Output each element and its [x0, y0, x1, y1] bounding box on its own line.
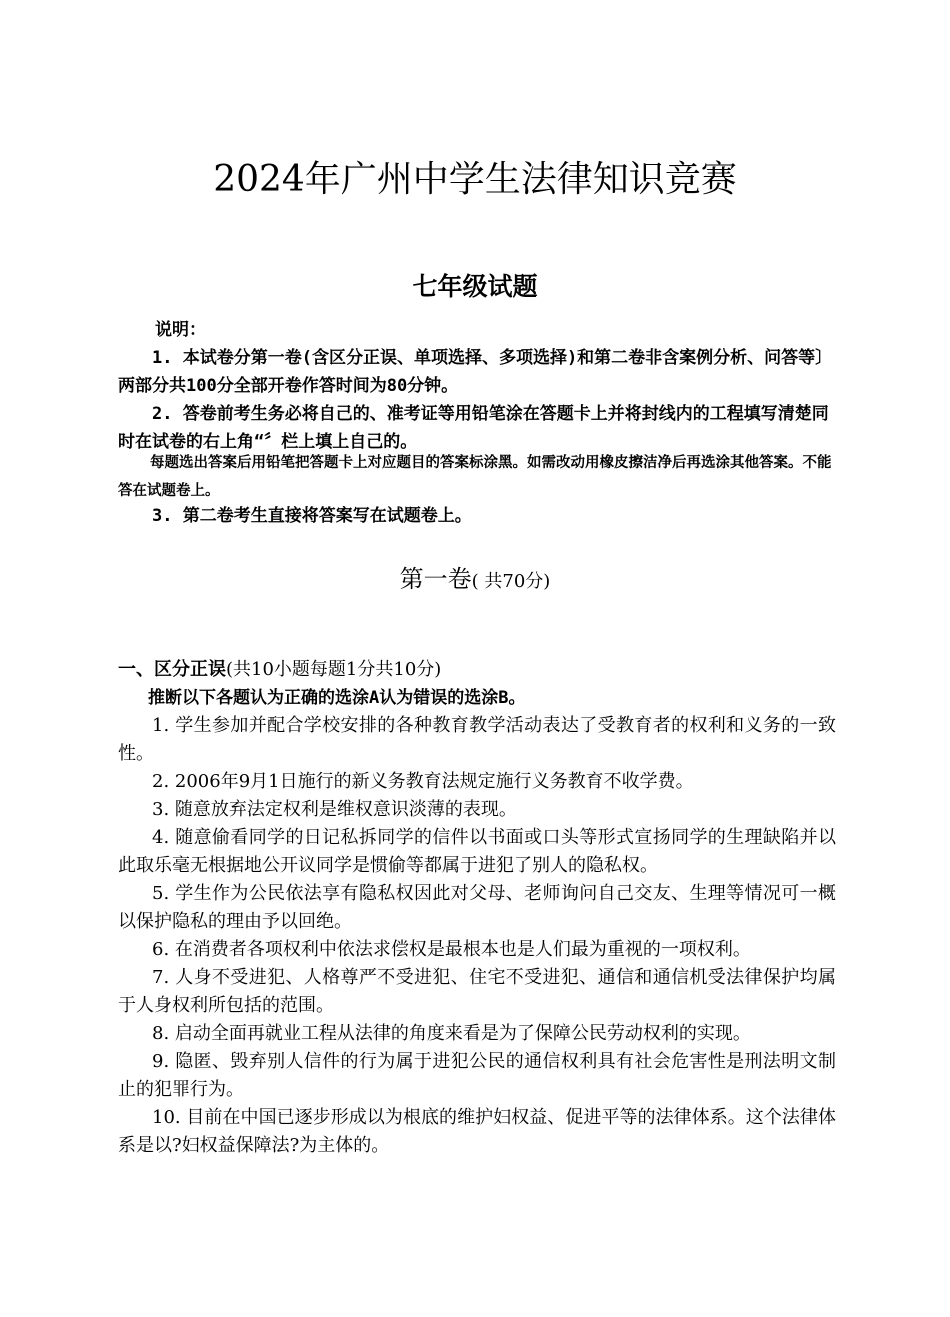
grade-subtitle: 七年级试题 — [412, 272, 538, 301]
question-list — [118, 712, 836, 1160]
volume-score: ( 共70分) — [471, 571, 551, 592]
instruction-item-3: 3. 第二卷考生直接将答案写在试题卷上。 — [152, 506, 472, 526]
page-title: 2024年广州中学生法律知识竞赛 — [213, 159, 737, 200]
volume-heading — [0, 562, 950, 599]
section-title: 一、区分正误 — [118, 659, 226, 680]
question-item-9: 9. 隐匿、毁弃别人信件的行为属于进犯公民的通信权利具有社会危害性是刑法明文制止的犯罪行为。 — [118, 1051, 836, 1100]
instruction-item-1: 1. 本试卷分第一卷(含区分正误、单项选择、多项选择)和第二卷非含案例分析、问答等〕两部分共100分全部开卷作答时间为80分钟。 — [118, 348, 833, 396]
question-item-8: 8. 启动全面再就业工程从法律的角度来看是为了保障公民劳动权利的实现。 — [152, 1023, 751, 1044]
question-item-4: 4. 随意偷看同学的日记私拆同学的信件以书面或口头等形式宣扬同学的生理缺陷并以此取乐毫无根据地公开议同学是惯偷等都属于进犯了别人的隐私权。 — [118, 827, 836, 876]
question-item-7: 7. 人身不受进犯、人格尊严不受进犯、住宅不受进犯、通信和通信机受法律保护均属于人身权利所包括的范围。 — [118, 967, 836, 1016]
section-meta: (共10小题每题1分共10分) — [226, 659, 442, 680]
instructions-heading: 说明： — [155, 320, 206, 340]
volume-title: 第一卷 — [399, 565, 472, 593]
question-item-2: 2. 2006年9月1日施行的新义务教育法规定施行义务教育不收学费。 — [152, 771, 694, 792]
question-item-3: 3. 随意放弃法定权利是维权意识淡薄的表现。 — [152, 799, 517, 820]
question-item-5: 5. 学生作为公民依法享有隐私权因此对父母、老师询问自己交友、生理等情况可一概以保护隐私的理由予以回绝。 — [118, 883, 836, 932]
section-heading — [118, 656, 441, 684]
section-direction: 推断以下各题认为正确的选涂A认为错误的选涂B。 — [148, 688, 526, 708]
question-item-6: 6. 在消费者各项权利中依法求偿权是最根本也是人们最为重视的一项权利。 — [152, 939, 751, 960]
instruction-item-answer-sheet: 每题选出答案后用铅笔把答题卡上对应题目的答案标涂黑。如需改动用橡皮擦洁净后再选涂其他答案。不能答在试题卷上。 — [118, 455, 832, 499]
question-item-1: 1. 学生参加并配合学校安排的各种教育教学活动表达了受教育者的权利和义务的一致性。 — [118, 715, 836, 764]
question-item-10: 10. 目前在中国已逐步形成以为根底的维护妇权益、促进平等的法律体系。这个法律体系是以?妇权益保障法?为主体的。 — [118, 1107, 836, 1156]
instruction-item-2: 2. 答卷前考生务必将自己的、准考证等用铅笔涂在答题卡上并将封线内的工程填写清楚同时在试卷的右上角“〞栏上填上自己的。 — [118, 404, 829, 452]
